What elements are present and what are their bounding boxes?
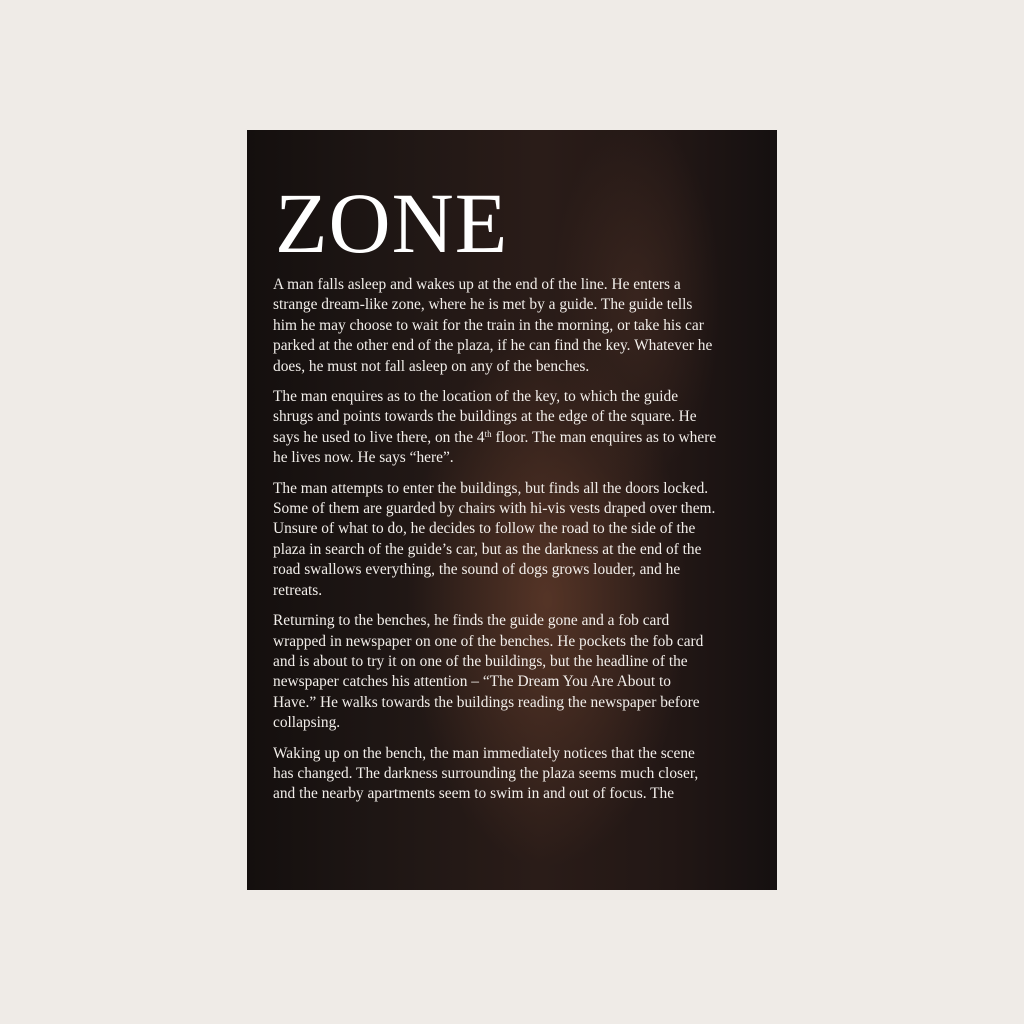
text-line: parked at the other end of the plaza, if he can find the key. Whatever he <box>273 337 713 355</box>
text-line: road swallows everything, the sound of dogs grows louder, and he <box>273 561 681 579</box>
text-line: retreats. <box>273 581 323 599</box>
text-line: and the nearby apartments seem to swim in and out of focus. The <box>273 785 675 803</box>
paragraph-5 <box>273 744 743 805</box>
page-title: ZONE <box>275 175 509 271</box>
text-line: wrapped in newspaper on one of the benches. He pockets the fob card <box>273 632 704 650</box>
book-page <box>247 130 777 890</box>
text-line: newspaper catches his attention – “The Dream You Are About to <box>273 673 671 691</box>
text-line: The man attempts to enter the buildings, but finds all the doors locked. <box>273 479 709 497</box>
text-fragment: says he used to live there, on the 4 <box>273 428 485 446</box>
text-line: Have.” He walks towards the buildings reading the newspaper before <box>273 693 700 711</box>
text-line: collapsing. <box>273 714 341 732</box>
text-line: plaza in search of the guide’s car, but as the darkness at the end of the <box>273 540 702 558</box>
text-line: him he may choose to wait for the train in the morning, or take his car <box>273 316 704 334</box>
text-line: Waking up on the bench, the man immediately notices that the scene <box>273 744 695 762</box>
text-line: and is about to try it on one of the buildings, but the headline of the <box>273 652 688 670</box>
text-line: has changed. The darkness surrounding the plaza seems much closer, <box>273 764 699 782</box>
paragraph-1 <box>273 275 743 377</box>
paragraph-4 <box>273 611 743 733</box>
text-fragment: The man enquires as to where <box>531 428 717 446</box>
text-line: he lives now. He says “here”. <box>273 449 454 467</box>
ordinal-superscript: th <box>484 428 492 439</box>
text-line: Unsure of what to do, he decides to follow the road to the side of the <box>273 520 696 538</box>
text-line: strange dream-like zone, where he is met by a guide. The guide tells <box>273 296 693 314</box>
text-line: Returning to the benches, he finds the guide gone and a fob card <box>273 612 670 630</box>
paragraph-2 <box>273 387 743 469</box>
paragraph-3 <box>273 479 743 601</box>
text-line: does, he must not fall asleep on any of the benches. <box>273 357 590 375</box>
text-fragment: floor. <box>495 428 529 446</box>
text-line: shrugs and points towards the buildings at the edge of the square. He <box>273 408 697 426</box>
text-line: The man enquires as to the location of the key, to which the guide <box>273 388 679 406</box>
text-line: A man falls asleep and wakes up at the end of the line. He enters a <box>273 276 681 293</box>
synopsis-text <box>273 275 743 815</box>
text-line-with-superscript <box>273 428 743 448</box>
text-line: Some of them are guarded by chairs with hi-vis vests draped over them. <box>273 500 716 518</box>
